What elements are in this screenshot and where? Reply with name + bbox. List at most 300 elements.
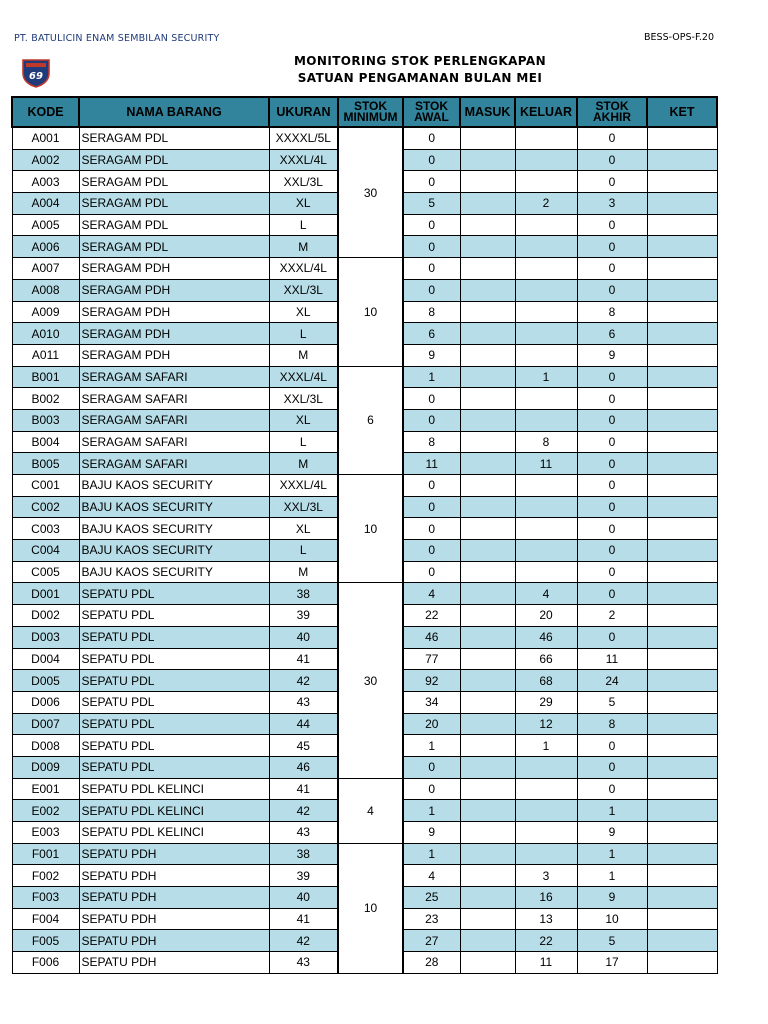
cell-stok-akhir: 0 <box>577 756 647 778</box>
cell-stok-awal: 8 <box>403 431 460 453</box>
cell-stok-awal: 0 <box>403 518 460 540</box>
cell-masuk <box>460 952 515 974</box>
cell-ket <box>647 388 717 410</box>
cell-kode: B001 <box>12 366 79 388</box>
cell-nama-barang: SERAGAM PDL <box>79 214 269 236</box>
cell-ket <box>647 908 717 930</box>
cell-nama-barang: SEPATU PDH <box>79 843 269 865</box>
cell-stok-minimum: 30 <box>338 583 403 778</box>
cell-stok-akhir: 2 <box>577 605 647 627</box>
cell-ukuran: M <box>269 561 338 583</box>
cell-keluar <box>515 279 577 301</box>
cell-ukuran: XL <box>269 518 338 540</box>
cell-stok-awal: 0 <box>403 475 460 497</box>
header-keluar: KELUAR <box>515 97 577 127</box>
cell-ukuran: 39 <box>269 605 338 627</box>
cell-stok-akhir: 1 <box>577 800 647 822</box>
cell-ket <box>647 171 717 193</box>
cell-ket <box>647 822 717 844</box>
cell-masuk <box>460 279 515 301</box>
cell-nama-barang: SEPATU PDH <box>79 865 269 887</box>
cell-stok-akhir: 1 <box>577 843 647 865</box>
cell-keluar: 12 <box>515 713 577 735</box>
cell-stok-awal: 0 <box>403 171 460 193</box>
cell-kode: D004 <box>12 648 79 670</box>
cell-keluar: 2 <box>515 193 577 215</box>
cell-nama-barang: SERAGAM PDL <box>79 127 269 149</box>
cell-kode: D002 <box>12 605 79 627</box>
cell-stok-awal: 46 <box>403 626 460 648</box>
cell-masuk <box>460 431 515 453</box>
logo-text: 69 <box>29 71 43 82</box>
cell-ukuran: XL <box>269 301 338 323</box>
cell-stok-akhir: 0 <box>577 431 647 453</box>
cell-keluar <box>515 778 577 800</box>
cell-masuk <box>460 258 515 280</box>
table-row <box>12 843 717 865</box>
cell-stok-minimum: 10 <box>338 475 403 583</box>
cell-keluar: 66 <box>515 648 577 670</box>
cell-masuk <box>460 561 515 583</box>
cell-nama-barang: SERAGAM SAFARI <box>79 366 269 388</box>
cell-ket <box>647 453 717 475</box>
cell-keluar: 20 <box>515 605 577 627</box>
cell-ket <box>647 691 717 713</box>
cell-ket <box>647 865 717 887</box>
cell-masuk <box>460 496 515 518</box>
cell-ukuran: 41 <box>269 908 338 930</box>
cell-ukuran: XXXL/4L <box>269 366 338 388</box>
cell-nama-barang: SERAGAM PDL <box>79 193 269 215</box>
document-code: BESS-OPS-F.20 <box>644 32 714 43</box>
cell-keluar <box>515 149 577 171</box>
cell-keluar <box>515 171 577 193</box>
cell-stok-akhir: 0 <box>577 214 647 236</box>
cell-ket <box>647 279 717 301</box>
cell-nama-barang: SEPATU PDL KELINCI <box>79 822 269 844</box>
cell-stok-akhir: 0 <box>577 735 647 757</box>
cell-nama-barang: SERAGAM SAFARI <box>79 431 269 453</box>
cell-nama-barang: SERAGAM SAFARI <box>79 388 269 410</box>
cell-nama-barang: SERAGAM PDH <box>79 323 269 345</box>
cell-nama-barang: SEPATU PDL <box>79 713 269 735</box>
cell-masuk <box>460 691 515 713</box>
cell-stok-awal: 23 <box>403 908 460 930</box>
cell-nama-barang: SERAGAM PDH <box>79 301 269 323</box>
cell-stok-awal: 0 <box>403 778 460 800</box>
cell-kode: D005 <box>12 670 79 692</box>
cell-stok-akhir: 0 <box>577 127 647 149</box>
table-row <box>12 778 717 800</box>
cell-kode: F005 <box>12 930 79 952</box>
cell-ket <box>647 952 717 974</box>
table-row <box>12 258 717 280</box>
cell-masuk <box>460 475 515 497</box>
cell-masuk <box>460 626 515 648</box>
cell-ket <box>647 127 717 149</box>
cell-ket <box>647 756 717 778</box>
cell-ket <box>647 670 717 692</box>
cell-nama-barang: SEPATU PDL <box>79 756 269 778</box>
cell-ukuran: XXL/3L <box>269 279 338 301</box>
cell-masuk <box>460 171 515 193</box>
cell-stok-minimum: 10 <box>338 843 403 973</box>
cell-ukuran: L <box>269 214 338 236</box>
cell-kode: A011 <box>12 344 79 366</box>
cell-masuk <box>460 409 515 431</box>
cell-kode: D009 <box>12 756 79 778</box>
report-title: MONITORING STOK PERLENGKAPAN <box>293 54 547 68</box>
cell-kode: A004 <box>12 193 79 215</box>
cell-stok-awal: 1 <box>403 735 460 757</box>
cell-stok-awal: 28 <box>403 952 460 974</box>
cell-kode: A008 <box>12 279 79 301</box>
cell-kode: C005 <box>12 561 79 583</box>
cell-stok-awal: 1 <box>403 843 460 865</box>
table-row <box>12 475 717 497</box>
cell-nama-barang: SERAGAM SAFARI <box>79 453 269 475</box>
cell-masuk <box>460 648 515 670</box>
cell-keluar <box>515 822 577 844</box>
cell-masuk <box>460 388 515 410</box>
cell-nama-barang: BAJU KAOS SECURITY <box>79 475 269 497</box>
cell-stok-awal: 0 <box>403 258 460 280</box>
cell-stok-awal: 9 <box>403 822 460 844</box>
cell-ukuran: L <box>269 431 338 453</box>
cell-stok-akhir: 17 <box>577 952 647 974</box>
cell-keluar: 11 <box>515 952 577 974</box>
cell-stok-awal: 1 <box>403 800 460 822</box>
cell-ukuran: 44 <box>269 713 338 735</box>
cell-nama-barang: SEPATU PDH <box>79 952 269 974</box>
cell-masuk <box>460 865 515 887</box>
cell-stok-awal: 0 <box>403 496 460 518</box>
cell-nama-barang: SEPATU PDL KELINCI <box>79 800 269 822</box>
cell-stok-awal: 0 <box>403 214 460 236</box>
cell-ket <box>647 561 717 583</box>
cell-ukuran: 41 <box>269 778 338 800</box>
cell-masuk <box>460 193 515 215</box>
cell-ket <box>647 540 717 562</box>
cell-nama-barang: SERAGAM PDL <box>79 149 269 171</box>
cell-stok-akhir: 0 <box>577 778 647 800</box>
cell-kode: A003 <box>12 171 79 193</box>
cell-keluar <box>515 496 577 518</box>
cell-nama-barang: SEPATU PDH <box>79 908 269 930</box>
header-ukuran: UKURAN <box>269 97 338 127</box>
cell-stok-akhir: 9 <box>577 344 647 366</box>
cell-stok-minimum: 4 <box>338 778 403 843</box>
cell-stok-awal: 4 <box>403 865 460 887</box>
cell-ukuran: 40 <box>269 626 338 648</box>
cell-masuk <box>460 778 515 800</box>
cell-stok-akhir: 0 <box>577 453 647 475</box>
cell-nama-barang: SEPATU PDL <box>79 735 269 757</box>
cell-masuk <box>460 453 515 475</box>
cell-stok-awal: 0 <box>403 561 460 583</box>
cell-stok-awal: 0 <box>403 756 460 778</box>
cell-ket <box>647 193 717 215</box>
cell-ket <box>647 149 717 171</box>
cell-stok-akhir: 0 <box>577 258 647 280</box>
cell-ket <box>647 214 717 236</box>
cell-ukuran: 42 <box>269 800 338 822</box>
cell-stok-awal: 92 <box>403 670 460 692</box>
header-ket: KET <box>647 97 717 127</box>
cell-keluar: 3 <box>515 865 577 887</box>
cell-keluar: 29 <box>515 691 577 713</box>
cell-stok-akhir: 0 <box>577 626 647 648</box>
cell-stok-akhir: 8 <box>577 301 647 323</box>
cell-ket <box>647 409 717 431</box>
cell-ukuran: M <box>269 344 338 366</box>
cell-stok-akhir: 3 <box>577 193 647 215</box>
cell-ukuran: L <box>269 323 338 345</box>
cell-ukuran: XXL/3L <box>269 171 338 193</box>
report-subtitle: SATUAN PENGAMANAN BULAN MEI <box>297 71 543 85</box>
cell-ket <box>647 496 717 518</box>
cell-ukuran: XXL/3L <box>269 496 338 518</box>
cell-stok-awal: 0 <box>403 236 460 258</box>
table-row <box>12 366 717 388</box>
cell-keluar <box>515 561 577 583</box>
cell-stok-akhir: 9 <box>577 822 647 844</box>
cell-stok-minimum: 10 <box>338 258 403 366</box>
cell-ket <box>647 431 717 453</box>
cell-ukuran: 38 <box>269 583 338 605</box>
cell-stok-akhir: 0 <box>577 583 647 605</box>
cell-masuk <box>460 822 515 844</box>
cell-nama-barang: BAJU KAOS SECURITY <box>79 540 269 562</box>
cell-ukuran: XXXXL/5L <box>269 127 338 149</box>
cell-ket <box>647 323 717 345</box>
cell-ket <box>647 475 717 497</box>
cell-ukuran: XXXL/4L <box>269 475 338 497</box>
cell-kode: A009 <box>12 301 79 323</box>
cell-nama-barang: SEPATU PDH <box>79 930 269 952</box>
cell-ukuran: 39 <box>269 865 338 887</box>
cell-keluar: 1 <box>515 366 577 388</box>
cell-ket <box>647 605 717 627</box>
cell-kode: A006 <box>12 236 79 258</box>
cell-nama-barang: BAJU KAOS SECURITY <box>79 496 269 518</box>
cell-nama-barang: SERAGAM SAFARI <box>79 409 269 431</box>
cell-stok-awal: 5 <box>403 193 460 215</box>
cell-nama-barang: SERAGAM PDL <box>79 171 269 193</box>
cell-masuk <box>460 344 515 366</box>
stock-table-body <box>12 127 717 973</box>
cell-stok-akhir: 8 <box>577 713 647 735</box>
header-masuk: MASUK <box>460 97 515 127</box>
cell-nama-barang: SERAGAM PDH <box>79 344 269 366</box>
cell-stok-akhir: 0 <box>577 236 647 258</box>
cell-kode: C003 <box>12 518 79 540</box>
cell-masuk <box>460 843 515 865</box>
cell-ket <box>647 930 717 952</box>
cell-stok-akhir: 0 <box>577 279 647 301</box>
cell-keluar <box>515 800 577 822</box>
cell-masuk <box>460 323 515 345</box>
cell-ukuran: XXL/3L <box>269 388 338 410</box>
cell-keluar <box>515 388 577 410</box>
cell-ket <box>647 735 717 757</box>
cell-ukuran: XXXL/4L <box>269 149 338 171</box>
cell-stok-minimum: 30 <box>338 127 403 258</box>
cell-keluar <box>515 475 577 497</box>
cell-stok-akhir: 11 <box>577 648 647 670</box>
header-nama-barang: NAMA BARANG <box>79 97 269 127</box>
cell-stok-awal: 34 <box>403 691 460 713</box>
cell-nama-barang: SERAGAM PDH <box>79 279 269 301</box>
cell-ket <box>647 887 717 909</box>
cell-masuk <box>460 518 515 540</box>
cell-kode: C001 <box>12 475 79 497</box>
cell-ket <box>647 583 717 605</box>
cell-stok-akhir: 0 <box>577 518 647 540</box>
cell-nama-barang: SEPATU PDL <box>79 626 269 648</box>
cell-keluar: 11 <box>515 453 577 475</box>
cell-nama-barang: SEPATU PDL <box>79 583 269 605</box>
cell-kode: D006 <box>12 691 79 713</box>
cell-kode: F001 <box>12 843 79 865</box>
cell-kode: C002 <box>12 496 79 518</box>
cell-stok-minimum: 6 <box>338 366 403 474</box>
cell-keluar <box>515 756 577 778</box>
cell-masuk <box>460 713 515 735</box>
cell-stok-awal: 20 <box>403 713 460 735</box>
table-header-row <box>12 97 717 127</box>
cell-kode: A001 <box>12 127 79 149</box>
cell-stok-akhir: 5 <box>577 930 647 952</box>
cell-ket <box>647 344 717 366</box>
cell-nama-barang: SERAGAM PDH <box>79 258 269 280</box>
cell-masuk <box>460 908 515 930</box>
cell-kode: A005 <box>12 214 79 236</box>
cell-ukuran: M <box>269 453 338 475</box>
header-kode: KODE <box>12 97 79 127</box>
cell-ket <box>647 626 717 648</box>
cell-stok-akhir: 0 <box>577 388 647 410</box>
cell-stok-awal: 27 <box>403 930 460 952</box>
cell-stok-awal: 6 <box>403 323 460 345</box>
cell-stok-akhir: 0 <box>577 540 647 562</box>
cell-stok-awal: 25 <box>403 887 460 909</box>
header-stok-minimum: STOK MINIMUM <box>338 97 403 127</box>
table-row <box>12 583 717 605</box>
cell-ket <box>647 843 717 865</box>
cell-ket <box>647 301 717 323</box>
cell-kode: C004 <box>12 540 79 562</box>
cell-keluar: 16 <box>515 887 577 909</box>
cell-keluar: 13 <box>515 908 577 930</box>
cell-stok-akhir: 1 <box>577 865 647 887</box>
cell-stok-awal: 77 <box>403 648 460 670</box>
cell-masuk <box>460 301 515 323</box>
cell-ukuran: 41 <box>269 648 338 670</box>
cell-kode: E003 <box>12 822 79 844</box>
cell-ukuran: 40 <box>269 887 338 909</box>
cell-ukuran: XXXL/4L <box>269 258 338 280</box>
cell-kode: E002 <box>12 800 79 822</box>
cell-masuk <box>460 605 515 627</box>
cell-masuk <box>460 800 515 822</box>
cell-masuk <box>460 756 515 778</box>
cell-masuk <box>460 214 515 236</box>
cell-kode: F002 <box>12 865 79 887</box>
cell-keluar <box>515 301 577 323</box>
cell-stok-awal: 0 <box>403 388 460 410</box>
cell-stok-akhir: 9 <box>577 887 647 909</box>
cell-masuk <box>460 735 515 757</box>
cell-stok-awal: 8 <box>403 301 460 323</box>
cell-stok-akhir: 10 <box>577 908 647 930</box>
cell-ket <box>647 258 717 280</box>
cell-kode: D008 <box>12 735 79 757</box>
cell-kode: A002 <box>12 149 79 171</box>
cell-keluar <box>515 127 577 149</box>
cell-keluar <box>515 843 577 865</box>
cell-keluar: 4 <box>515 583 577 605</box>
cell-masuk <box>460 540 515 562</box>
cell-stok-akhir: 0 <box>577 366 647 388</box>
cell-masuk <box>460 236 515 258</box>
cell-nama-barang: BAJU KAOS SECURITY <box>79 561 269 583</box>
cell-kode: E001 <box>12 778 79 800</box>
cell-ukuran: L <box>269 540 338 562</box>
cell-stok-akhir: 0 <box>577 561 647 583</box>
cell-ukuran: 42 <box>269 930 338 952</box>
cell-ukuran: M <box>269 236 338 258</box>
cell-kode: B004 <box>12 431 79 453</box>
company-name: PT. BATULICIN ENAM SEMBILAN SECURITY <box>14 33 220 44</box>
cell-ukuran: 46 <box>269 756 338 778</box>
cell-kode: F006 <box>12 952 79 974</box>
cell-keluar <box>515 409 577 431</box>
cell-stok-akhir: 24 <box>577 670 647 692</box>
cell-keluar <box>515 323 577 345</box>
cell-kode: B002 <box>12 388 79 410</box>
cell-nama-barang: SERAGAM PDL <box>79 236 269 258</box>
cell-stok-akhir: 0 <box>577 496 647 518</box>
cell-ukuran: 45 <box>269 735 338 757</box>
cell-kode: A007 <box>12 258 79 280</box>
cell-ket <box>647 778 717 800</box>
cell-kode: F003 <box>12 887 79 909</box>
cell-masuk <box>460 149 515 171</box>
cell-masuk <box>460 887 515 909</box>
stock-table <box>11 96 718 974</box>
cell-stok-awal: 0 <box>403 279 460 301</box>
cell-stok-awal: 1 <box>403 366 460 388</box>
cell-ukuran: XL <box>269 409 338 431</box>
cell-nama-barang: SEPATU PDL <box>79 648 269 670</box>
cell-kode: B005 <box>12 453 79 475</box>
cell-stok-awal: 0 <box>403 149 460 171</box>
cell-nama-barang: SEPATU PDL <box>79 691 269 713</box>
cell-stok-awal: 9 <box>403 344 460 366</box>
cell-stok-akhir: 0 <box>577 149 647 171</box>
cell-masuk <box>460 127 515 149</box>
cell-ket <box>647 713 717 735</box>
cell-keluar: 8 <box>515 431 577 453</box>
cell-stok-akhir: 0 <box>577 171 647 193</box>
cell-stok-akhir: 0 <box>577 409 647 431</box>
cell-ukuran: 43 <box>269 952 338 974</box>
header-stok-awal: STOK AWAL <box>403 97 460 127</box>
cell-ukuran: 43 <box>269 822 338 844</box>
cell-nama-barang: SEPATU PDH <box>79 887 269 909</box>
cell-kode: A010 <box>12 323 79 345</box>
